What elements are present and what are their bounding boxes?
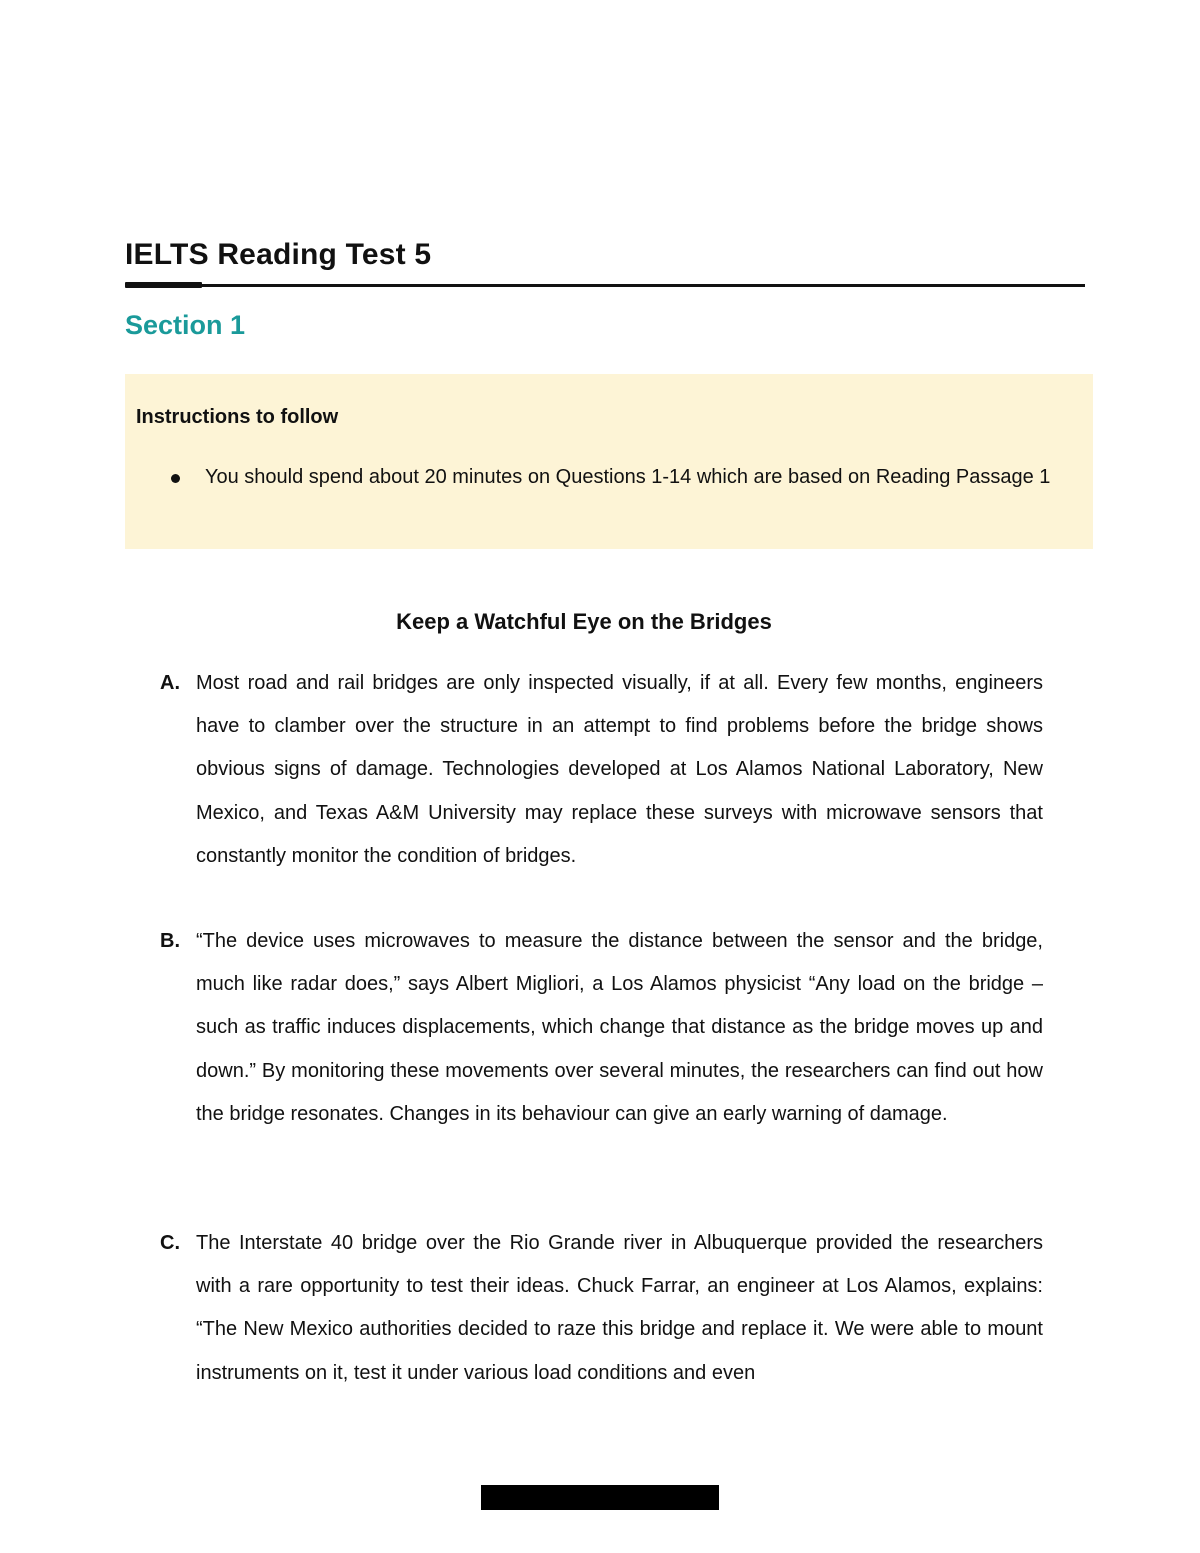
bullet-icon [171,474,180,483]
page-title: IELTS Reading Test 5 [125,238,432,271]
instructions-heading: Instructions to follow [136,406,339,428]
title-underline-accent [125,282,202,288]
passage-title: Keep a Watchful Eye on the Bridges [396,609,772,634]
paragraph-text: Most road and rail bridges are only inspected visually, if at all. Every few months, engineers have to clamber over the structure in an attempt to find problems before the bridge shows obvious signs of damage. Technologies developed at Los Alamos National Laboratory, New Mexico, and Texas A&M University may replace these surveys with microwave sensors that constantly monitor the condition of bridges. [196,672,1043,867]
paragraph-letter: B. [160,930,180,952]
paragraph-text: “The device uses microwaves to measure the distance between the sensor and the bridge, much like radar does,” says Albert Migliori, a Los Alamos physicist “Any load on the bridge – such as traffic induces displacements, which change that distance as the bridge moves up and down.” By monitoring these movements over several minutes, the researchers can find out how the bridge resonates. Changes in its behaviour can give an early warning of damage. [196,930,1043,1125]
instruction-item: You should spend about 20 minutes on Questions 1-14 which are based on Reading Passage 1 [205,466,1051,488]
paragraph-letter: A. [160,672,180,694]
paragraph-text: The Interstate 40 bridge over the Rio Grande river in Albuquerque provided the researchers with a rare opportunity to test their ideas. Chuck Farrar, an engineer at Los Alamos, explains: “The New Mexico authorities decided to raze this bridge and replace it. We were able to mount instruments on it, test it under various load conditions and even [196,1232,1043,1384]
section-title: Section 1 [125,310,246,340]
title-underline [125,284,1085,287]
paragraph-letter: C. [160,1232,180,1254]
footer-redaction-bar [481,1485,719,1510]
instructions-box [125,374,1093,549]
